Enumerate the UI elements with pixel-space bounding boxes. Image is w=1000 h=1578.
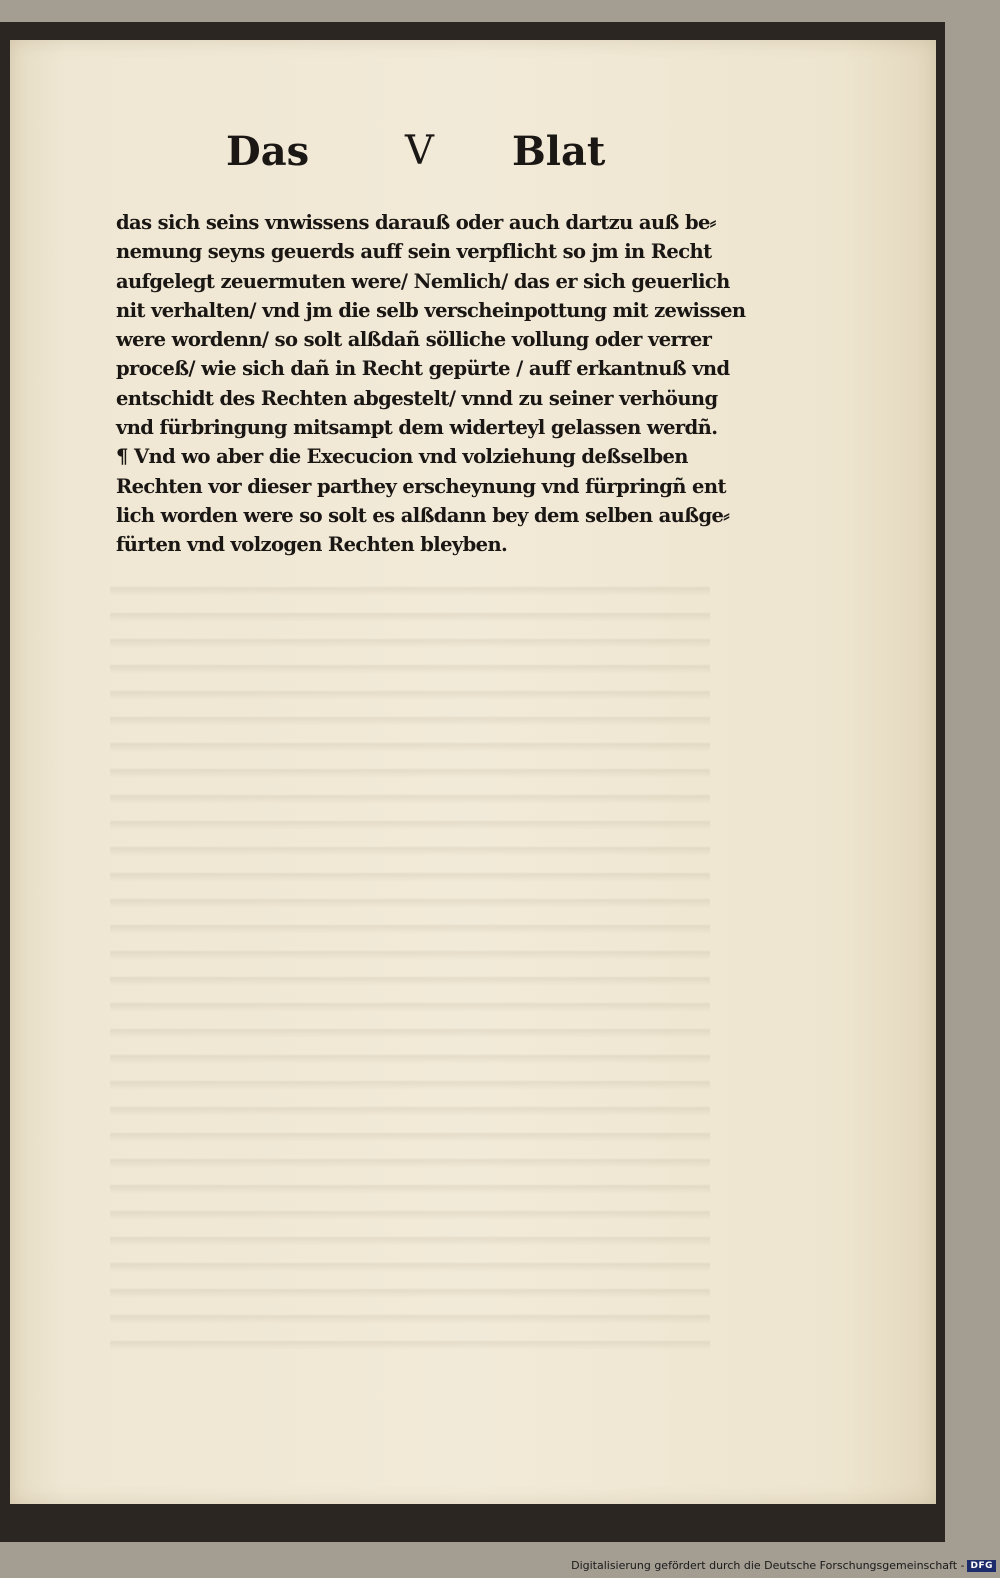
text-line: Rechten vor dieser parthey erscheynung vnd fürpringñ ent [116,474,726,498]
running-head-folio: V [405,128,434,174]
running-head-left: Das [226,128,310,175]
text-line: proceß/ wie sich dañ in Recht gepürte / auff erkantnuß vnd [116,357,730,381]
digitization-credit [571,1559,996,1572]
text-line: vnd fürbringung mitsampt dem widerteyl gelassen werdñ. [116,416,718,440]
running-head-right: Blat [512,128,606,175]
show-through-text [110,570,710,1350]
text-line: fürten vnd volzogen Rechten bleyben. [116,533,508,557]
text-line: entschidt des Rechten abgestelt/ vnnd zu seiner verhöung [116,386,718,410]
text-line: were wordenn/ so solt alßdañ sölliche vollung oder verrer [116,328,712,352]
dfg-logo: DFG [967,1560,996,1572]
text-line: ¶ Vnd wo aber die Execucion vnd volziehung deßselben [116,445,688,469]
text-line: nemung seyns geuerds auff sein verpflicht so jm in Recht [116,240,712,264]
credit-text: Digitalisierung gefördert durch die Deutsche Forschungsgemeinschaft - [571,1559,965,1572]
text-line: lich worden were so solt es alßdann bey dem selben außge⸗ [116,503,730,527]
text-line: das sich seins vnwissens darauß oder auch dartzu auß be⸗ [116,211,716,234]
body-text-block [116,208,746,560]
text-line: aufgelegt zeuermuten were/ Nemlich/ das er sich geuerlich [116,269,730,293]
text-line: nit verhalten/ vnd jm die selb verscheinpottung mit zewissen [116,298,746,322]
